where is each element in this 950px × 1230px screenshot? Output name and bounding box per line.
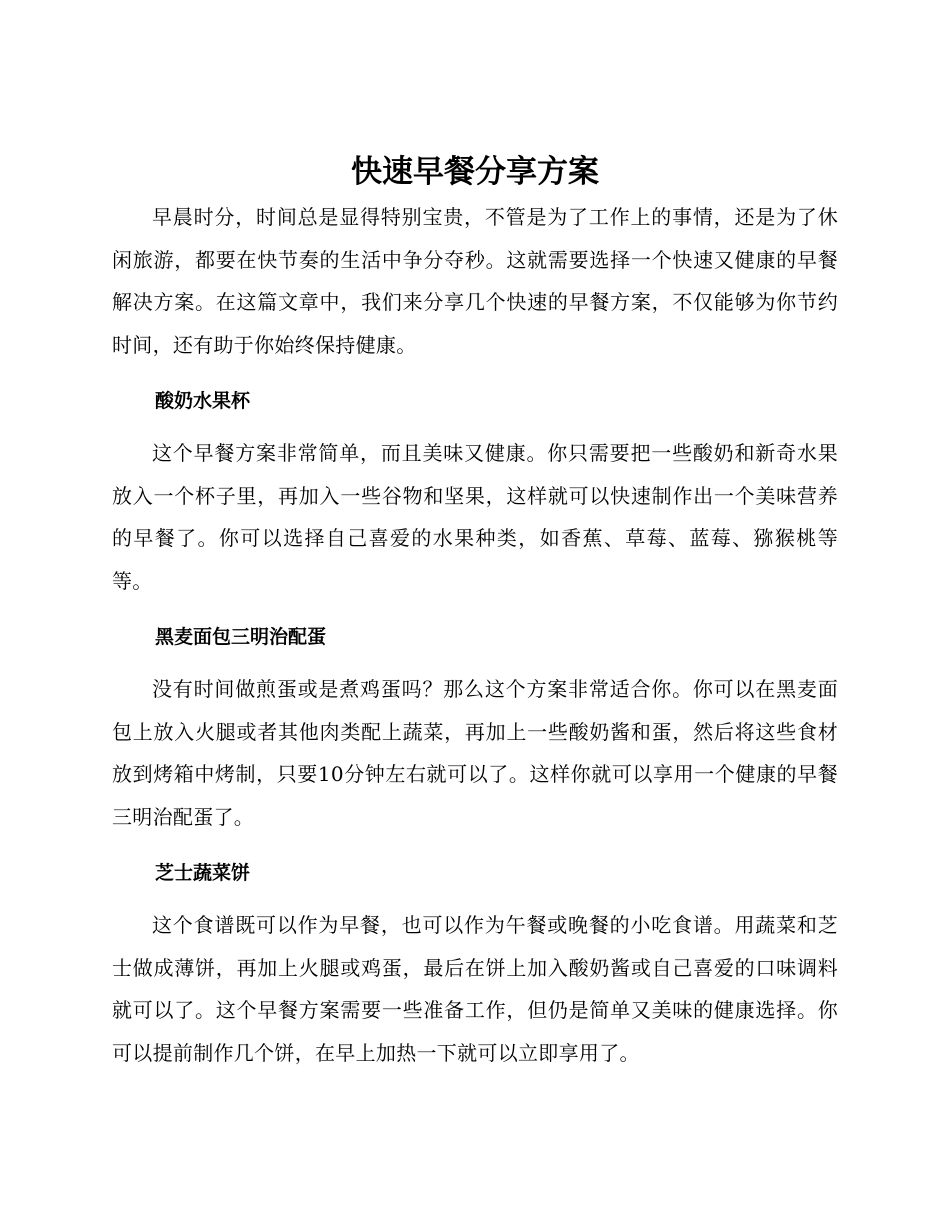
- section-paragraph: 没有时间做煎蛋或是煮鸡蛋吗？那么这个方案非常适合你。你可以在黑麦面包上放入火腿或者其他肉类配上蔬菜，再加上一些酸奶酱和蛋，然后将这些食材放到烤箱中烤制，只要10分钟左右就可以了。这样你就可以享用一个健康的早餐三明治配蛋了。: [112, 677, 838, 829]
- section-paragraph: 这个早餐方案非常简单，而且美味又健康。你只需要把一些酸奶和新奇水果放入一个杯子里，再加入一些谷物和坚果，这样就可以快速制作出一个美味营养的早餐了。你可以选择自己喜爱的水果种类，如香蕉、草莓、蓝莓、猕猴桃等等。: [112, 441, 838, 593]
- document-page: [112, 148, 838, 1074]
- spacer: [112, 414, 838, 432]
- spacer: [112, 650, 838, 668]
- spacer: [112, 366, 838, 388]
- spacer: [112, 602, 838, 624]
- spacer: [112, 886, 838, 904]
- section-heading: 酸奶水果杯: [155, 390, 251, 412]
- section-paragraph: 这个食谱既可以作为早餐，也可以作为午餐或晚餐的小吃食谱。用蔬菜和芝士做成薄饼，再加上火腿或鸡蛋，最后在饼上加入酸奶酱或自己喜爱的口味调料就可以了。这个早餐方案需要一些准备工作，但仍是简单又美味的健康选择。你可以提前制作几个饼，在早上加热一下就可以立即享用了。: [112, 913, 838, 1065]
- section-heading: 芝士蔬菜饼: [155, 862, 251, 884]
- spacer: [112, 838, 838, 860]
- intro-paragraph: 早晨时分，时间总是显得特别宝贵，不管是为了工作上的事情，还是为了休闲旅游，都要在快节奏的生活中争分夺秒。这就需要选择一个快速又健康的早餐解决方案。在这篇文章中，我们来分享几个快速的早餐方案，不仅能够为你节约时间，还有助于你始终保持健康。: [112, 205, 838, 357]
- document-title: 快速早餐分享方案: [351, 154, 599, 190]
- section-heading: 黑麦面包三明治配蛋: [155, 626, 327, 648]
